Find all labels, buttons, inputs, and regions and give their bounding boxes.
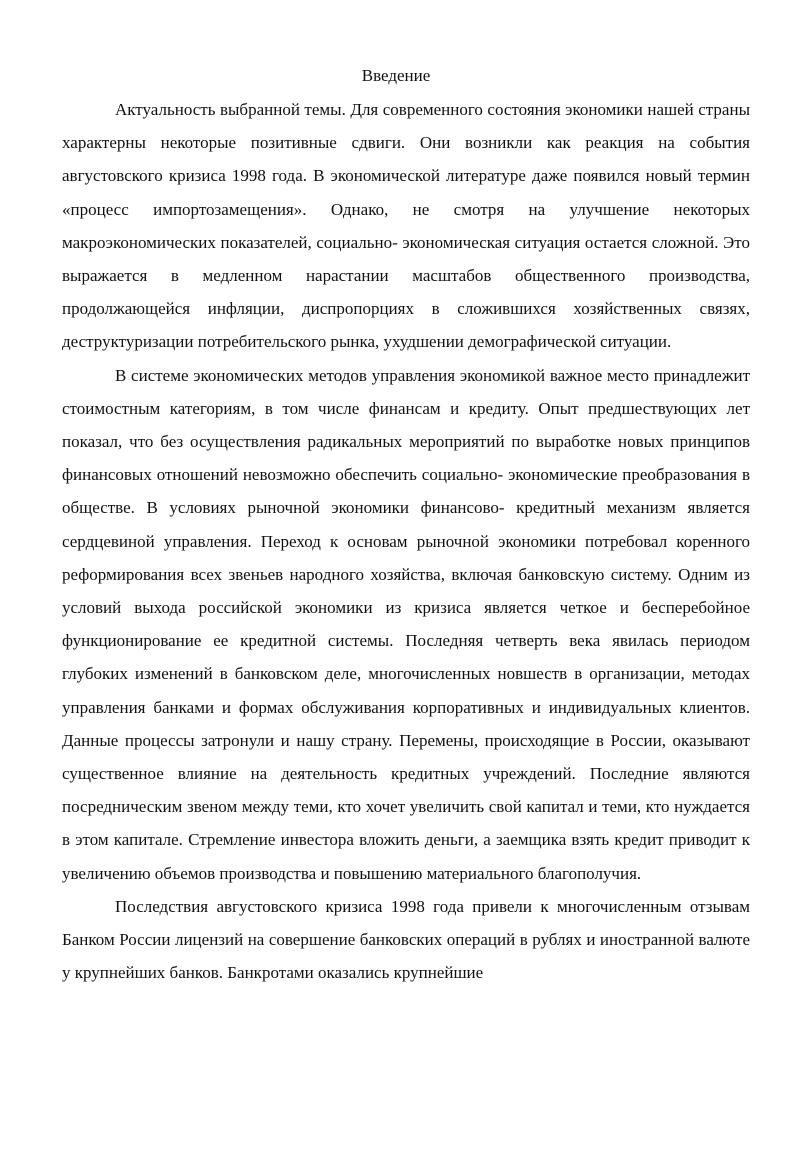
page-title: Введение (361, 66, 431, 85)
body-text (62, 93, 750, 989)
paragraph-economic-methods: В системе экономических методов управления экономикой важное место принадлежит стоимостным категориям, в том числе финансам и кредиту. Опыт предшествующих лет показал, что без осуществления радикальных мероприятий по выработке новых принципов финансовых отношений невозможно обеспечить социально- экономические преобразования в обществе. В условиях рыночной экономики финансово- кредитный механизм является сердцевиной управления. Переход к основам рыночной экономики потребовал коренного реформирования всех звеньев народного хозяйства, включая банковскую систему. Одним из условий выхода российской экономики из кризиса является четкое и бесперебойное функционирование ее кредитной системы. Последняя четверть века явилась периодом глубоких изменений в банковском деле, многочисленных новшеств в организации, методах управления банками и формах обслуживания корпоративных и индивидуальных клиентов. Данные процессы затронули и нашу страну. Перемены, происходящие в России, оказывают существенное влияние на деятельность кредитных учреждений. Последние являются посредническим звеном между теми, кто хочет увеличить свой капитал и теми, кто нуждается в этом капитале. Стремление инвестора вложить деньги, а заемщика взять кредит приводит к увеличению объемов производства и повышению материального благополучия. (62, 365, 750, 883)
paragraph-relevance: Актуальность выбранной темы. Для современного состояния экономики нашей страны характерны некоторые позитивные сдвиги. Они возникли как реакция на события августовского кризиса 1998 года. В экономической литературе даже появился новый термин «процесс импортозамещения». Однако, не смотря на улучшение некоторых макроэкономических показателей, социально- экономическая ситуация остается сложной. Это выражается в медленном нарастании масштабов общественного производства, продолжающейся инфляции, диспропорциях в сложившихся хозяйственных связях, деструктуризации потребительского рынка, ухудшении демографической ситуации. (62, 100, 750, 352)
paragraph-crisis-consequences: Последствия августовского кризиса 1998 года привели к многочисленным отзывам Банком России лицензий на совершение банковских операций в рублях и иностранной валюте у крупнейших банков. Банкротами оказались крупнейшие (62, 896, 750, 983)
